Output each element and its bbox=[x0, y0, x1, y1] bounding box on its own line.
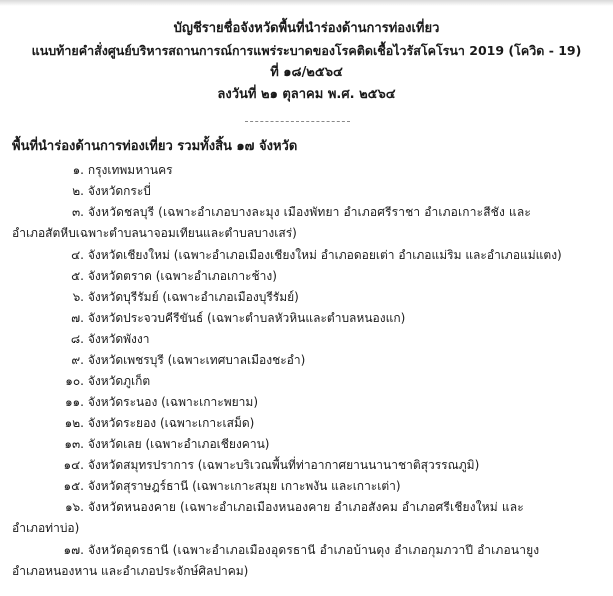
item-text: จังหวัดสมุทรปราการ (เฉพาะบริเวณพื้นที่ท่าอากาศยานนานาชาติสุวรรณภูมิ) bbox=[84, 458, 480, 472]
item-text: จังหวัดเชียงใหม่ (เฉพาะอำเภอเมืองเชียงใหม่ อำเภอดอยเต่า อำเภอแม่ริม และอำเภอแม่แตง) bbox=[84, 248, 562, 262]
list-item bbox=[54, 372, 150, 390]
item-number: ๗. bbox=[71, 311, 84, 325]
list-item bbox=[54, 477, 401, 495]
item-number: ๖. bbox=[72, 290, 84, 304]
order-number: ที่ ๑๘/๒๕๖๔ bbox=[270, 65, 343, 80]
item-number: ๑๗. bbox=[63, 543, 84, 557]
list-item bbox=[54, 393, 258, 411]
item-text: จังหวัดอุดรธานี (เฉพาะอำเภอเมืองอุดรธานี อำเภอบ้านดุง อำเภอกุมภวาปี อำเภอนายูง bbox=[84, 543, 540, 557]
item-number: ๑๐. bbox=[65, 374, 84, 388]
top-edge-shadow bbox=[0, 0, 613, 6]
section-title: พื้นที่นำร่องด้านการท่องเที่ยว รวมทั้งสิ้น ๑๗ จังหวัด bbox=[12, 139, 298, 154]
item-text: จังหวัดระยอง (เฉพาะเกาะเสม็ด) bbox=[84, 416, 255, 430]
item-number: ๓. bbox=[71, 205, 84, 219]
item-text: จังหวัดกระบี่ bbox=[84, 184, 151, 198]
item-text: จังหวัดเพชรบุรี (เฉพาะเทศบาลเมืองชะอำ) bbox=[84, 353, 306, 367]
item-number: ๑๖. bbox=[64, 500, 84, 514]
item-text: จังหวัดตราด (เฉพาะอำเภอเกาะช้าง) bbox=[84, 269, 277, 283]
list-item bbox=[54, 182, 151, 200]
list-item bbox=[54, 456, 479, 474]
item-text: กรุงเทพมหานคร bbox=[84, 163, 173, 177]
item-number: ๕. bbox=[71, 269, 84, 283]
list-item-continuation: อำเภอท่าบ่อ) bbox=[12, 521, 80, 535]
item-number: ๒. bbox=[72, 184, 84, 198]
list-item bbox=[54, 435, 269, 453]
list-item bbox=[54, 351, 305, 369]
item-text: จังหวัดพังงา bbox=[84, 332, 150, 346]
item-number: ๑๑. bbox=[64, 395, 84, 409]
item-number: ๑๕. bbox=[63, 479, 84, 493]
item-number: ๑. bbox=[72, 163, 84, 177]
order-date: ลงวันที่ ๒๑ ตุลาคม พ.ศ. ๒๕๖๔ bbox=[217, 87, 396, 102]
list-item bbox=[54, 288, 299, 306]
item-number: ๑๔. bbox=[63, 458, 84, 472]
list-item bbox=[54, 161, 173, 179]
list-item bbox=[54, 267, 277, 285]
item-number: ๑๓. bbox=[64, 437, 84, 451]
list-item bbox=[54, 414, 254, 432]
list-item-continuation: อำเภอหนองหาน และอำเภอประจักษ์ศิลปาคม) bbox=[12, 564, 249, 578]
list-item bbox=[54, 246, 562, 264]
list-item bbox=[54, 309, 405, 327]
title-line-2: แนบท้ายคำสั่งศูนย์บริหารสถานการณ์การแพร่ระบาดของโรคติดเชื้อไวรัสโคโรนา 2019 (โควิด - 19) bbox=[31, 43, 582, 58]
separator-line bbox=[245, 121, 350, 122]
item-number: ๑๒. bbox=[64, 416, 84, 430]
list-item bbox=[54, 203, 531, 221]
item-text: จังหวัดภูเก็ต bbox=[84, 374, 151, 388]
item-text: จังหวัดระนอง (เฉพาะเกาะพยาม) bbox=[84, 395, 258, 409]
item-text: จังหวัดสุราษฎร์ธานี (เฉพาะเกาะสมุย เกาะพงัน และเกาะเต่า) bbox=[84, 479, 401, 493]
list-item bbox=[54, 541, 539, 559]
item-number: ๔. bbox=[71, 248, 84, 262]
item-text: จังหวัดเลย (เฉพาะอำเภอเชียงคาน) bbox=[84, 437, 270, 451]
item-text: จังหวัดประจวบคีรีขันธ์ (เฉพาะตำบลหัวหินและตำบลหนองแก) bbox=[84, 311, 406, 325]
list-item-continuation: อำเภอสัตหีบเฉพาะตำบลนาจอมเทียนและตำบลบางเสร่) bbox=[12, 226, 297, 240]
item-number: ๙. bbox=[71, 353, 84, 367]
list-item bbox=[54, 498, 524, 516]
list-item bbox=[54, 330, 150, 348]
item-number: ๘. bbox=[70, 332, 84, 346]
item-text: จังหวัดบุรีรัมย์ (เฉพาะอำเภอเมืองบุรีรัมย์) bbox=[84, 290, 299, 304]
title-line-1: บัญชีรายชื่อจังหวัดพื้นที่นำร่องด้านการท่องเที่ยว bbox=[173, 21, 440, 36]
item-text: จังหวัดชลบุรี (เฉพาะอำเภอบางละมุง เมืองพัทยา อำเภอศรีราชา อำเภอเกาะสีชัง และ bbox=[84, 205, 531, 219]
item-text: จังหวัดหนองคาย (เฉพาะอำเภอเมืองหนองคาย อำเภอสังคม อำเภอศรีเชียงใหม่ และ bbox=[84, 500, 524, 514]
